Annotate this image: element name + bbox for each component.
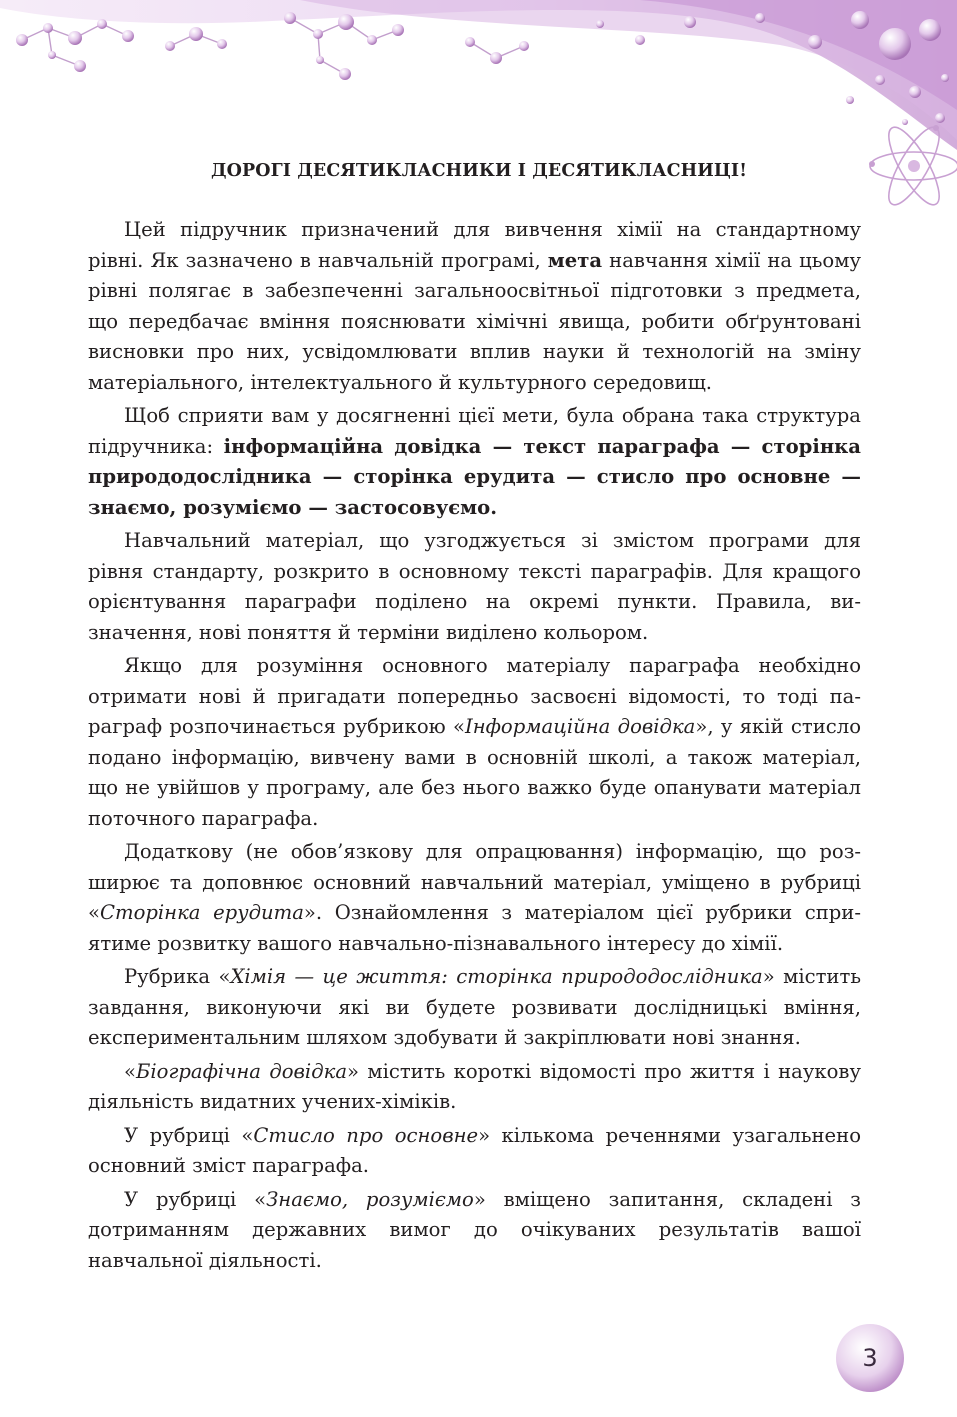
paragraph <box>88 651 861 834</box>
text-run: » вміщено запитання, складені з дотриманням державних вимог до очікуваних результатів вашої навчальної діяльності. <box>88 1187 861 1272</box>
text-run: ». Ознайомлення з матеріалом цієї рубрики сприятиме розвитку вашого навчально-пізнавального інтересу до хімії. <box>88 901 861 955</box>
text-run: Навчальний матеріал, що узгоджується зі змістом програми для рівня стандарту, розкрито в основному тексті параграфів. Для кращого орієнтування параграфи поділено на окремі пункти. Правила, визначення, нові поняття й терміни виділено кольором. <box>88 529 861 644</box>
paragraph <box>88 215 861 398</box>
paragraph <box>88 1121 861 1182</box>
page-number: 3 <box>862 1344 878 1372</box>
bold-text: інформаційна довідка — текст параграфа — сторінка природодослідника — сторінка ерудита — стисло про основне — знаємо, розуміємо — застосовуємо. <box>88 434 862 519</box>
text-run: Щоб сприяти вам у досягненні цієї мети, була обрана така структура підручника: <box>88 404 861 458</box>
text-run: Цей підручник призначений для вивчення хімії на стандартному рівні. Як зазначено в навчальній програмі, <box>88 218 861 272</box>
atom-icon <box>862 118 957 218</box>
text-run: » кількома реченнями узагальнено основний зміст параграфа. <box>88 1123 862 1177</box>
text-run: Рубрика « <box>124 965 231 988</box>
text-run: » містить короткі відомості про життя і наукову діяльність видатних учених-хіміків. <box>88 1059 861 1113</box>
page-title: ДОРОГІ ДЕСЯТИКЛАСНИКИ І ДЕСЯТИКЛАСНИЦІ! <box>211 161 747 181</box>
page-number-badge <box>834 1322 906 1394</box>
text-run: » містить завдання, виконуючи які ви будете розвивати дослідницькі вміння, експериментальним шляхом здобувати й закріплювати нові знання. <box>88 965 861 1049</box>
italic-text: Сторінка ерудита <box>100 901 304 924</box>
text-run: У рубриці « <box>124 1187 267 1211</box>
paragraph <box>88 526 861 648</box>
text-run: », у якій стисло подано інформацію, вивчену вами в основній школі, а також матеріал, що не увійшов у програму, але без нього важко буде опанувати матеріал поточного параграфа. <box>88 715 862 830</box>
paragraph <box>88 1057 861 1118</box>
paragraph <box>88 401 861 523</box>
italic-text: Інформаційна довідка <box>464 715 696 738</box>
paragraph <box>88 962 861 1054</box>
italic-text: Знаємо, розуміємо <box>266 1187 474 1211</box>
text-run: навчання хімії на цьому рівні полягає в забезпеченні загальноосвітньої підготовки з предмета, що передбачає вміння пояснювати хімічні явища, робити обґрунтовані висновки про них, усвідомлювати вплив науки й технологій на зміну матеріального, інтелектуального й культурного середовищ. <box>88 248 861 394</box>
italic-text: Біографічна довідка <box>136 1059 348 1083</box>
text-run: « <box>124 1059 136 1083</box>
paragraph <box>88 1185 861 1277</box>
bold-text: мета <box>547 248 603 272</box>
paragraph <box>88 837 861 959</box>
italic-text: Стисло про основне <box>253 1123 479 1147</box>
italic-text: Хімія — це життя: сторінка природодослідника <box>230 965 763 988</box>
text-run: У рубриці « <box>124 1123 254 1147</box>
main-text <box>88 215 861 1276</box>
header-molecule-decoration <box>0 0 957 160</box>
text-run: Якщо для розуміння основного матеріалу параграфа необхідно отримати нові й пригадати попередньо засвоєні відомості, то тоді параграф розпочинається рубрикою « <box>88 654 861 738</box>
text-run: Додаткову (не обов’язкову для опрацювання) інформацію, що розширює та доповнює основний навчальний матеріал, уміщено в рубриці « <box>88 840 861 924</box>
